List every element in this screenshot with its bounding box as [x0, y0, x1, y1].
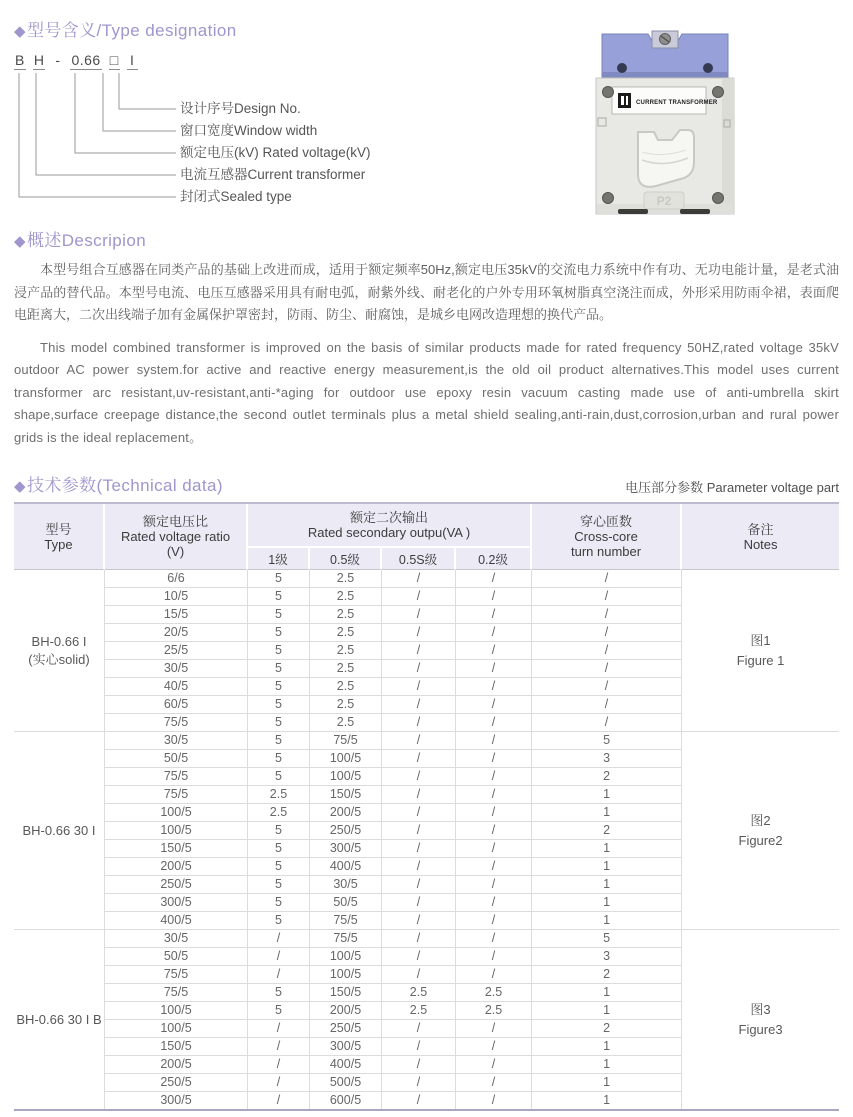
value-cell: 30/5	[310, 876, 382, 894]
value-cell: 2.5	[310, 570, 382, 588]
value-cell: /	[382, 678, 456, 696]
value-cell: /	[248, 948, 310, 966]
designation-label: 额定电压(kV) Rated voltage(kV)	[180, 145, 371, 160]
value-cell: 5	[248, 858, 310, 876]
value-cell: 30/5	[105, 732, 248, 750]
value-cell: 2.5	[456, 1002, 532, 1020]
value-cell: /	[532, 606, 682, 624]
value-cell: /	[248, 966, 310, 984]
value-cell: 40/5	[105, 678, 248, 696]
value-cell: 30/5	[105, 930, 248, 948]
code-part: 0.66	[71, 52, 101, 68]
value-cell: /	[382, 624, 456, 642]
description-paragraph-cn: 本型号组合互感器在同类产品的基础上改进而成，适用于额定频率50Hz,额定电压35kV的交流电力系统中作有功、无功电能计量，是老式油浸产品的替代品。本型号电流、电压互感器采用具有耐电弧，耐紫外线、耐老化的户外专用环氧树脂真空浇注而成，外形采用防雨伞裙，表面爬电距离大，二次出线端子加有金属保护罩密封，防雨、防尘、耐腐蚀，是城乡电网改造理想的换代产品。	[14, 262, 839, 322]
value-cell: /	[382, 1020, 456, 1038]
value-cell: /	[382, 750, 456, 768]
value-cell: /	[248, 1056, 310, 1074]
code-part: B	[15, 52, 25, 68]
value-cell: 250/5	[105, 876, 248, 894]
value-cell: 100/5	[310, 750, 382, 768]
brand-logo-icon	[618, 93, 631, 108]
value-cell: /	[456, 822, 532, 840]
value-cell: 1	[532, 984, 682, 1002]
value-cell: 5	[248, 588, 310, 606]
value-cell: 200/5	[310, 1002, 382, 1020]
value-cell: 1	[532, 912, 682, 930]
code-part: □	[109, 52, 119, 68]
value-cell: /	[456, 750, 532, 768]
value-cell: 400/5	[310, 858, 382, 876]
value-cell: 2.5	[248, 804, 310, 822]
value-cell: 300/5	[105, 894, 248, 912]
value-cell: 50/5	[105, 948, 248, 966]
column-header-class-1: 1级	[248, 548, 310, 570]
value-cell: 5	[248, 570, 310, 588]
value-cell: /	[456, 768, 532, 786]
value-cell: 1	[532, 1074, 682, 1092]
corner-screw	[603, 193, 614, 204]
value-cell: 2.5	[310, 678, 382, 696]
column-header-notes: 备注 Notes	[682, 504, 839, 570]
value-cell: 100/5	[105, 804, 248, 822]
designation-label: 封闭式Sealed type	[180, 189, 292, 204]
value-cell: /	[456, 930, 532, 948]
value-cell: 150/5	[105, 1038, 248, 1056]
value-cell: 2.5	[310, 660, 382, 678]
diamond-icon: ◆	[14, 23, 26, 40]
value-cell: /	[382, 1056, 456, 1074]
corner-screw	[603, 87, 614, 98]
value-cell: /	[456, 1020, 532, 1038]
value-cell: 5	[248, 984, 310, 1002]
value-cell: /	[382, 930, 456, 948]
value-cell: 2	[532, 966, 682, 984]
value-cell: /	[248, 1074, 310, 1092]
value-cell: 5	[248, 912, 310, 930]
value-cell: 200/5	[105, 1056, 248, 1074]
value-cell: /	[456, 696, 532, 714]
value-cell: /	[532, 678, 682, 696]
value-cell: /	[456, 588, 532, 606]
value-cell: 1	[532, 1056, 682, 1074]
value-cell: /	[456, 606, 532, 624]
value-cell: 2.5	[310, 642, 382, 660]
value-cell: 500/5	[310, 1074, 382, 1092]
value-cell: 1	[532, 1092, 682, 1109]
value-cell: 300/5	[310, 840, 382, 858]
value-cell: 2	[532, 1020, 682, 1038]
description-title-text: 概述Descripion	[26, 231, 147, 250]
value-cell: /	[382, 642, 456, 660]
value-cell: 1	[532, 1038, 682, 1056]
code-part: I	[127, 52, 138, 70]
value-cell: 3	[532, 948, 682, 966]
value-cell: /	[456, 1092, 532, 1109]
type-cell: BH-0.66 30 I B	[14, 930, 105, 1109]
value-cell: /	[382, 948, 456, 966]
diamond-icon: ◆	[14, 233, 26, 250]
value-cell: 100/5	[310, 948, 382, 966]
value-cell: 2	[532, 822, 682, 840]
value-cell: /	[382, 588, 456, 606]
value-cell: 100/5	[310, 966, 382, 984]
value-cell: 5	[532, 732, 682, 750]
value-cell: 1	[532, 1002, 682, 1020]
code-part: -	[55, 52, 61, 68]
value-cell: 2.5	[248, 786, 310, 804]
value-cell: /	[532, 570, 682, 588]
value-cell: /	[382, 1074, 456, 1092]
value-cell: /	[248, 930, 310, 948]
value-cell: /	[456, 624, 532, 642]
value-cell: 25/5	[105, 642, 248, 660]
value-cell: 75/5	[310, 930, 382, 948]
value-cell: 2.5	[456, 984, 532, 1002]
value-cell: 250/5	[105, 1074, 248, 1092]
value-cell: /	[382, 786, 456, 804]
value-cell: 5	[248, 1002, 310, 1020]
value-cell: /	[382, 912, 456, 930]
designation-label: 设计序号Design No.	[180, 101, 301, 116]
value-cell: 30/5	[105, 660, 248, 678]
value-cell: 600/5	[310, 1092, 382, 1109]
designation-label: 窗口宽度Window width	[180, 123, 318, 138]
value-cell: 5	[248, 768, 310, 786]
value-cell: 5	[532, 930, 682, 948]
value-cell: 5	[248, 876, 310, 894]
value-cell: /	[532, 714, 682, 732]
value-cell: 200/5	[310, 804, 382, 822]
technical-title-text: 技术参数(Technical data)	[26, 476, 223, 495]
table-row	[14, 732, 839, 750]
value-cell: /	[456, 678, 532, 696]
technical-title	[14, 471, 223, 496]
value-cell: 2.5	[310, 624, 382, 642]
value-cell: 1	[532, 876, 682, 894]
value-cell: 5	[248, 732, 310, 750]
column-header-rated-voltage-ratio: 额定电压比 Rated voltage ratio (V)	[105, 504, 248, 570]
value-cell: 2.5	[310, 606, 382, 624]
value-cell: 60/5	[105, 696, 248, 714]
value-cell: 5	[248, 678, 310, 696]
value-cell: 5	[248, 660, 310, 678]
value-cell: /	[382, 714, 456, 732]
value-cell: 2.5	[310, 714, 382, 732]
technical-heading-row	[14, 471, 839, 496]
table-row	[14, 570, 839, 588]
value-cell: 1	[532, 804, 682, 822]
value-cell: /	[382, 768, 456, 786]
value-cell: /	[532, 660, 682, 678]
value-cell: 5	[248, 642, 310, 660]
value-cell: 2	[532, 768, 682, 786]
value-cell: 5	[248, 624, 310, 642]
column-header-rated-secondary-output: 额定二次输出 Rated secondary outpu(VA )	[248, 504, 532, 548]
value-cell: 75/5	[105, 768, 248, 786]
value-cell: /	[382, 732, 456, 750]
value-cell: /	[456, 894, 532, 912]
value-cell: /	[456, 570, 532, 588]
note-cell: 图3 Figure3	[738, 1001, 783, 1037]
value-cell: /	[532, 696, 682, 714]
value-cell: 5	[248, 606, 310, 624]
value-cell: /	[456, 876, 532, 894]
type-designation-title-text: 型号含义/Type designation	[26, 21, 237, 40]
description-title	[14, 226, 839, 251]
value-cell: 150/5	[310, 984, 382, 1002]
value-cell: 400/5	[310, 1056, 382, 1074]
code-part: H	[33, 52, 45, 68]
value-cell: 5	[248, 750, 310, 768]
value-cell: /	[456, 804, 532, 822]
value-cell: /	[456, 912, 532, 930]
column-header-class-0-5s: 0.5S级	[382, 548, 456, 570]
value-cell: 2.5	[310, 696, 382, 714]
value-cell: 100/5	[105, 1002, 248, 1020]
value-cell: /	[382, 840, 456, 858]
value-cell: 300/5	[310, 1038, 382, 1056]
value-cell: 200/5	[105, 858, 248, 876]
value-cell: /	[456, 1038, 532, 1056]
value-cell: 100/5	[105, 822, 248, 840]
value-cell: 75/5	[310, 912, 382, 930]
designation-label: 电流互感器Current transformer	[180, 167, 366, 182]
value-cell: 5	[248, 714, 310, 732]
description-paragraph-en: This model combined transformer is improved on the basis of similar products made for rated frequency 50HZ,rated voltage 35kV outdoor AC power system.for active and reactive energy measurement,is the old oil product alternatives.This model uses current transformer arc resistant,uv-resistant,anti-*aging for outdoor use epoxy resin vacuum casting made use of anti-umbrella skirt shape,surface creepage distance,the second outlet terminals plus a metal shield sealing,anti-rain,dust,corrosion,urban and rural power grids is the ideal replacement。	[14, 339, 839, 445]
value-cell: 5	[248, 696, 310, 714]
value-cell: /	[382, 696, 456, 714]
column-header-class-0-2: 0.2级	[456, 548, 532, 570]
value-cell: 1	[532, 786, 682, 804]
value-cell: /	[456, 840, 532, 858]
table-header	[14, 504, 839, 570]
technical-table	[14, 502, 839, 1111]
value-cell: 400/5	[105, 912, 248, 930]
value-cell: /	[456, 948, 532, 966]
value-cell: 3	[532, 750, 682, 768]
value-cell: /	[382, 966, 456, 984]
voltage-part-caption: 电压部分参数 Parameter voltage part	[625, 480, 839, 495]
value-cell: /	[382, 858, 456, 876]
value-cell: 75/5	[310, 732, 382, 750]
value-cell: 1	[532, 840, 682, 858]
value-cell: 150/5	[105, 840, 248, 858]
value-cell: 300/5	[105, 1092, 248, 1109]
value-cell: 5	[248, 894, 310, 912]
value-cell: 75/5	[105, 966, 248, 984]
value-cell: 1	[532, 894, 682, 912]
value-cell: /	[532, 624, 682, 642]
value-cell: 50/5	[310, 894, 382, 912]
column-header-class-0-5: 0.5级	[310, 548, 382, 570]
value-cell: 2.5	[382, 1002, 456, 1020]
table-body	[14, 570, 839, 1109]
value-cell: /	[456, 858, 532, 876]
note-cell: 图2 Figure2	[682, 732, 839, 930]
note-cell: 图1 Figure 1	[682, 570, 839, 732]
value-cell: 250/5	[310, 822, 382, 840]
value-cell: 6/6	[105, 570, 248, 588]
value-cell: /	[532, 588, 682, 606]
value-cell: /	[456, 732, 532, 750]
value-cell: 100/5	[310, 768, 382, 786]
value-cell: /	[456, 642, 532, 660]
value-cell: /	[456, 714, 532, 732]
value-cell: /	[456, 966, 532, 984]
type-cell: BH-0.66 I (实心solid)	[14, 570, 105, 732]
value-cell: 5	[248, 822, 310, 840]
value-cell: /	[382, 894, 456, 912]
value-cell: 75/5	[105, 786, 248, 804]
value-cell: 2.5	[382, 984, 456, 1002]
diamond-icon: ◆	[14, 478, 26, 495]
table-row	[14, 930, 839, 948]
nameplate-label: CURRENT TRANSFORMER	[636, 100, 718, 106]
value-cell: /	[382, 660, 456, 678]
value-cell: /	[456, 1074, 532, 1092]
column-header-cross-core-turns: 穿心匝数 Cross-core turn number	[532, 504, 682, 570]
value-cell: 10/5	[105, 588, 248, 606]
value-cell: /	[456, 786, 532, 804]
value-cell: 75/5	[105, 984, 248, 1002]
value-cell: /	[382, 804, 456, 822]
designation-labels	[180, 98, 371, 208]
value-cell: /	[248, 1020, 310, 1038]
value-cell: /	[382, 1038, 456, 1056]
type-cell: BH-0.66 30 I	[14, 732, 105, 930]
value-cell: 150/5	[310, 786, 382, 804]
value-cell: /	[248, 1092, 310, 1109]
value-cell: /	[382, 1092, 456, 1109]
value-cell: /	[382, 876, 456, 894]
column-header-type: 型号 Type	[14, 504, 105, 570]
value-cell: 250/5	[310, 1020, 382, 1038]
value-cell: /	[456, 1056, 532, 1074]
value-cell: 50/5	[105, 750, 248, 768]
value-cell: 5	[248, 840, 310, 858]
product-photo	[592, 28, 738, 218]
p2-marking: P2	[656, 194, 672, 208]
value-cell: /	[382, 822, 456, 840]
value-cell: /	[382, 606, 456, 624]
value-cell: 15/5	[105, 606, 248, 624]
value-cell: 20/5	[105, 624, 248, 642]
value-cell: /	[532, 642, 682, 660]
value-cell: 100/5	[105, 1020, 248, 1038]
value-cell: 75/5	[105, 714, 248, 732]
value-cell: 1	[532, 858, 682, 876]
value-cell: /	[456, 660, 532, 678]
value-cell: /	[248, 1038, 310, 1056]
value-cell: 2.5	[310, 588, 382, 606]
corner-screw	[713, 87, 724, 98]
corner-screw	[713, 193, 724, 204]
value-cell: /	[382, 570, 456, 588]
